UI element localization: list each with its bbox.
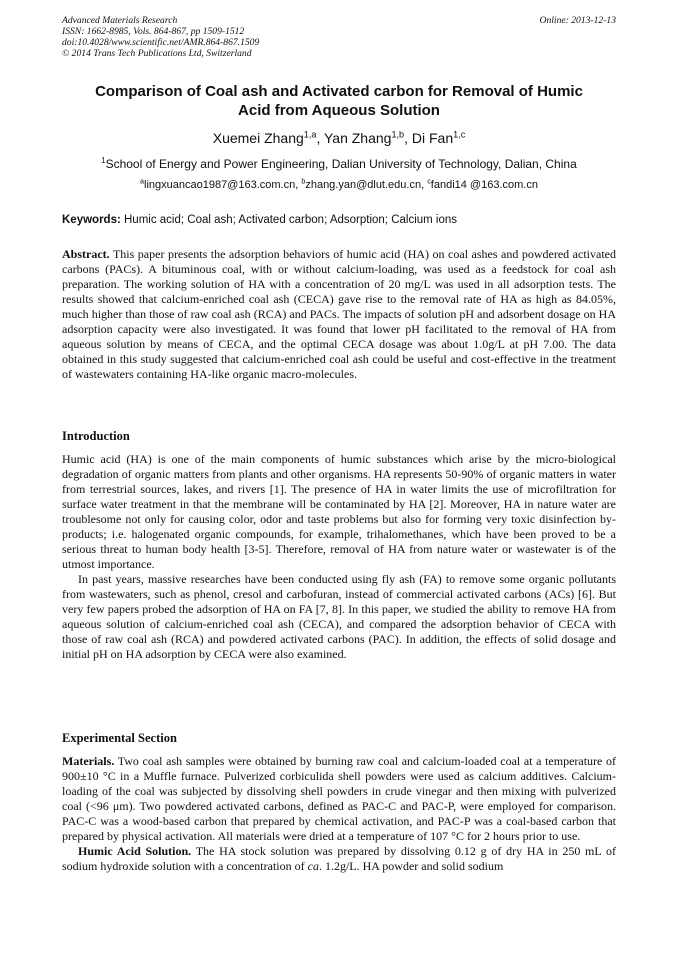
online-date: Online: 2013-12-13: [539, 15, 616, 26]
experimental-heading: Experimental Section: [62, 731, 177, 745]
copyright-line: © 2014 Trans Tech Publications Ltd, Switzerland: [62, 48, 252, 59]
keywords-text: Humic acid; Coal ash; Activated carbon; Adsorption; Calcium ions: [124, 214, 458, 226]
experimental-body: [62, 754, 616, 874]
introduction-body: [62, 452, 616, 662]
intro-paragraph-1: Humic acid (HA) is one of the main components of humic substances which arise by the micro-biological degradation of organic matters from plants and other organisms. HA represents 50-90% of organic matters in water from terrestrial sources, lakes, and rivers [1]. The presence of HA in water limits the use of microfiltration for surface water treatment in that the membrane will be contaminated by HA [2]. Moreover, HA in nature water are troublesome not only for causing color, odor and taste problems but also for forming very toxic disinfection by-products; i.e. halogenated organic compounds, for example, trihalomethanes, which have been proved to be a serious threat to human body health [3-5]. Therefore, removal of HA from nature water or wastewater is of the utmost importance.: [62, 452, 616, 571]
doi-line: doi:10.4028/www.scientific.net/AMR.864-867.1509: [62, 37, 260, 48]
abstract-label: Abstract.: [62, 247, 110, 261]
humic-label: Humic Acid Solution.: [78, 844, 192, 858]
materials-label: Materials.: [62, 754, 115, 768]
author-3: Di Fan$^{1,c}$: [411, 129, 466, 146]
keywords-label: Keywords:: [62, 214, 121, 226]
keywords: [62, 213, 616, 227]
email-separator: ,: [295, 179, 302, 191]
title-line-1: Comparison of Coal ash and Activated carbon for Removal of Humic: [95, 83, 583, 100]
abstract: [62, 247, 616, 382]
materials-paragraph: [62, 754, 616, 844]
author-list: [62, 129, 616, 147]
journal-header: [62, 15, 616, 59]
humic-paragraph: Humic Acid Solution. The HA stock solution was prepared by dissolving 0.12 g of dry HA in 250 mL of sodium hydroxide solution with a concentration of ca. 1.2g/L. HA powder and solid sodium: [62, 844, 617, 873]
email-separator: ,: [421, 179, 428, 191]
abstract-text: This paper presents the adsorption behaviors of humic acid (HA) on coal ashes and powdered activated carbons (PACs). A bituminous coal, with or without calcium-loading, was used as a feedstock for coal ash preparation. The working solution of HA with a concentration of 20 mg/L was used in all adsorption tests. The results showed that calcium-enriched coal ash (CECA) gave rise to the removal rate of HA as high as 84.05%, much higher than those of raw coal ash (RCA) and PACs. The impacts of solution pH and adsorbent dosage on HA adsorption capacity were also investigated. It was found that lower pH facilitated to the removal of HA from aqueous solution by means of CECA, and the optimal CECA dosage was about 1.0g/L at pH 7.00. The data obtained in this study suggested that calcium-enriched coal ash could be useful and cost-effective in the treatment of wastewaters containing HA-like organic macro-molecules.: [62, 247, 616, 381]
email-c[interactable]: $^c$fandi14 @163.com.cn: [427, 177, 538, 191]
affiliation: $^1$School of Energy and Power Engineering, Dalian University of Technology, Dalian, China: [101, 156, 577, 171]
author-2: Yan Zhang$^{1,b}$: [323, 129, 405, 146]
title-line-2: Acid from Aqueous Solution: [238, 102, 440, 119]
author-separator: ,: [404, 130, 412, 146]
author-separator: ,: [316, 130, 324, 146]
introduction-heading: Introduction: [62, 429, 130, 443]
author-emails: [62, 179, 616, 192]
intro-paragraph-2: In past years, massive researches have been conducted using fly ash (FA) to remove some organic pollutants from wastewaters, such as phenol, cresol and carbofuran, instead of commercial activated carbons (ACs) [6]. But very few papers probed the adsorption of HA on FA [7, 8]. In this paper, we studied the ability to remove HA from aqueous solution of calcium-enriched coal ash (CECA), and compared the adsorption behavior of CECA with those of raw coal ash (RCA) and powdered activated carbons (PAC). In addition, the effects of solid dosage and initial pH on HA adsorption by CECA were also examined.: [62, 572, 616, 661]
email-b[interactable]: $^b$zhang.yan@dlut.edu.cn: [301, 177, 422, 191]
materials-text: Two coal ash samples were obtained by burning raw coal and calcium-loaded coal at a temperature of 900±10 °C in a Muffle furnace. Pulverized corbiculida shell powders were used as calcium additives. Calcium-loading of the coal was subjected by dissolving shell powders in crude vinegar and then mixing with pulverized coal (<96 μm). Two powdered activated carbons, defined as PAC-C and PAC-P, were employed for comparison. PAC-C was a wood-based carbon that prepared by chemical activation, and PAC-P was a coal-based carbon that prepared by physical activation. All materials were dried at a temperature of 107 °C for 2 hours prior to use.: [62, 754, 617, 843]
journal-name: Advanced Materials Research: [62, 15, 178, 26]
issn-line: ISSN: 1662-8985, Vols. 864-867, pp 1509-1512: [62, 26, 245, 37]
paper-title: [62, 82, 616, 120]
email-a[interactable]: $^a$lingxuancao1987@163.com.cn: [140, 177, 296, 191]
author-1: Xuemei Zhang$^{1,a}$: [212, 129, 317, 146]
